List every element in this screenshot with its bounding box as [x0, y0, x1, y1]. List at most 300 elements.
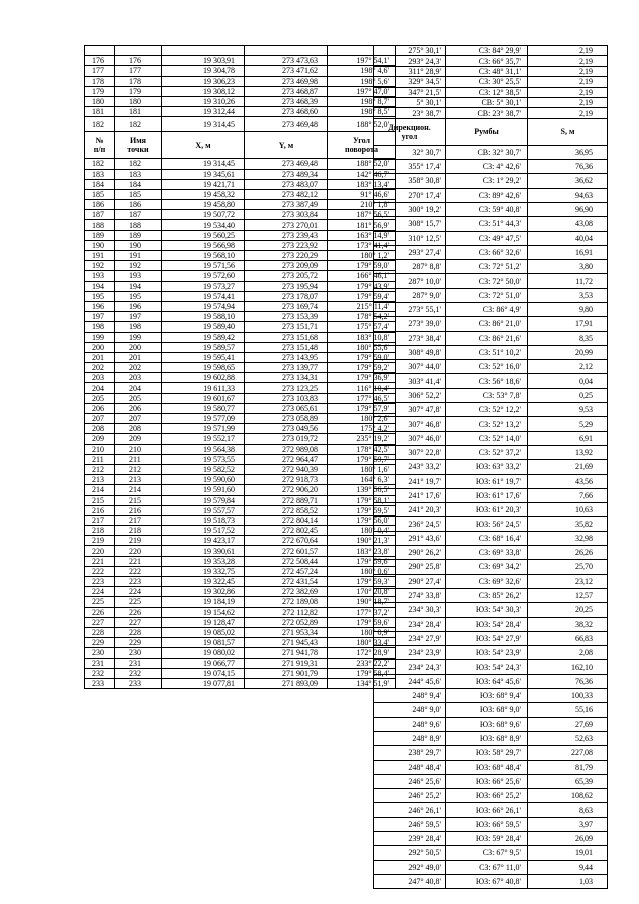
table-row — [374, 717, 608, 731]
table-cell: 210 — [115, 444, 162, 454]
table-cell: 223 — [85, 577, 115, 587]
table-cell: 272 802,45 — [245, 526, 328, 536]
table-cell: 273 209,09 — [245, 261, 328, 271]
table-cell: 273 169,74 — [245, 301, 328, 311]
table-cell: 19 518,73 — [162, 515, 245, 525]
table-row — [85, 66, 396, 76]
table-cell: 201 — [85, 352, 115, 362]
table-cell: 241° 19,7' — [374, 474, 446, 488]
table-cell: 303° 41,4' — [374, 374, 446, 388]
table-cell: СЗ: 52° 12,2' — [446, 403, 528, 417]
table-cell: 241° 17,6' — [374, 488, 446, 502]
table-cell: 19 314,45 — [162, 159, 245, 169]
table-cell: 76,36 — [528, 160, 608, 174]
table-cell: 241° 20,3' — [374, 503, 446, 517]
table-cell: 179 — [115, 86, 162, 96]
table-cell: 198 — [115, 322, 162, 332]
table-row — [374, 66, 608, 76]
table-cell: 273 058,89 — [245, 414, 328, 424]
table-cell: 205 — [85, 393, 115, 403]
table-row — [85, 454, 396, 464]
table-cell: 0,04 — [528, 374, 608, 388]
table-cell: 273 220,29 — [245, 251, 328, 261]
table-cell: 272 964,47 — [245, 454, 328, 464]
table-cell: 52,63 — [528, 731, 608, 745]
table-cell: 183° 13,4' — [328, 179, 396, 189]
table-cell: 306° 52,2' — [374, 388, 446, 402]
table-cell: 290° 26,2' — [374, 546, 446, 560]
table-cell: 199 — [115, 332, 162, 342]
table-cell: 170° 20,8' — [328, 587, 396, 597]
table-cell: 197° 47,0' — [328, 86, 396, 96]
table-cell: 19 066,77 — [162, 658, 245, 668]
table-cell: 239° 28,4' — [374, 831, 446, 845]
table-cell: 5,29 — [528, 417, 608, 431]
table-cell: СЗ: 67° 11,0' — [446, 860, 528, 874]
table-cell: 204 — [85, 383, 115, 393]
table-cell: 272 112,82 — [245, 607, 328, 617]
table-cell: 19 085,02 — [162, 627, 245, 637]
table-cell: 35,82 — [528, 517, 608, 531]
table-cell: СЗ: 49° 47,5' — [446, 231, 528, 245]
table-cell: 19 314,45 — [162, 117, 245, 132]
table-cell: 308° 49,8' — [374, 345, 446, 359]
table-cell: 216 — [85, 505, 115, 515]
table-cell: 191 — [115, 251, 162, 261]
table-cell: 189 — [85, 230, 115, 240]
table-cell: 17,91 — [528, 317, 608, 331]
table-cell: 2,19 — [528, 108, 608, 118]
table-cell: 292° 50,5' — [374, 846, 446, 860]
table-cell: 272 804,14 — [245, 515, 328, 525]
table-cell: 180° 2,6' — [328, 414, 396, 424]
table-cell: 2,19 — [528, 97, 608, 107]
table-cell: 273 205,72 — [245, 271, 328, 281]
table-cell: 184 — [115, 179, 162, 189]
table-cell: 270° 17,4' — [374, 188, 446, 202]
table-cell: 208 — [115, 424, 162, 434]
table-cell: 19,01 — [528, 846, 608, 860]
table-cell: 214 — [85, 485, 115, 495]
table-row — [85, 210, 396, 220]
table-cell: 20,99 — [528, 345, 608, 359]
table-row — [85, 678, 396, 688]
table-row — [374, 803, 608, 817]
table-cell: 185 — [85, 189, 115, 199]
table-cell: 195 — [85, 291, 115, 301]
table-cell: 273 270,01 — [245, 220, 328, 230]
table-row — [374, 488, 608, 502]
table-row — [374, 97, 608, 107]
table-row — [374, 317, 608, 331]
table-cell: 190° 18,7' — [328, 597, 396, 607]
table-cell: 16,91 — [528, 245, 608, 259]
table-cell: 248° 48,4' — [374, 760, 446, 774]
table-cell: 19 568,10 — [162, 251, 245, 261]
table-cell: СЗ: 66° 35,7' — [446, 56, 528, 66]
table-cell: 246° 59,5' — [374, 817, 446, 831]
table-cell: 19 517,52 — [162, 526, 245, 536]
table-row — [374, 703, 608, 717]
table-cell: 19 573,55 — [162, 454, 245, 464]
table-row — [374, 431, 608, 445]
table-cell: 91° 46,6' — [328, 189, 396, 199]
table-cell: 43,08 — [528, 217, 608, 231]
table-cell: 272 670,64 — [245, 536, 328, 546]
table-cell: 19 574,41 — [162, 291, 245, 301]
table-cell: 19 081,57 — [162, 638, 245, 648]
table-cell: 8,63 — [528, 803, 608, 817]
table-cell: 273 468,39 — [245, 96, 328, 106]
table-cell: 180 — [85, 96, 115, 106]
table-cell: 200 — [85, 342, 115, 352]
table-cell: 179° 59,2' — [328, 363, 396, 373]
table-cell: СЗ: 52° 13,2' — [446, 417, 528, 431]
table-cell: 273 019,72 — [245, 434, 328, 444]
table-cell: 287° 9,0' — [374, 288, 446, 302]
table-cell: 0,25 — [528, 388, 608, 402]
table-row — [85, 587, 396, 597]
table-cell: 202 — [115, 363, 162, 373]
column-header-direction: Дирекцион. угол — [374, 118, 446, 145]
table-cell: 234° 23,9' — [374, 646, 446, 660]
table-cell: 19 580,77 — [162, 403, 245, 413]
table-cell: 180° 1,6' — [328, 464, 396, 474]
table-cell: 19 077,81 — [162, 678, 245, 688]
directions-table — [373, 45, 608, 889]
table-cell: 173° 41,4' — [328, 240, 396, 250]
table-cell: 180° 0,4' — [328, 526, 396, 536]
table-cell: ЮЗ: 67° 40,8' — [446, 874, 528, 888]
table-cell: ЮЗ: 68° 9,0' — [446, 703, 528, 717]
table-cell: 187 — [85, 210, 115, 220]
table-cell: 248° 8,9' — [374, 731, 446, 745]
table-cell: 329° 34,5' — [374, 77, 446, 87]
table-row — [85, 658, 396, 668]
table-row — [374, 160, 608, 174]
table-cell: 178 — [115, 76, 162, 86]
table-cell: 182 — [115, 159, 162, 169]
table-row — [85, 383, 396, 393]
table-cell: 2,12 — [528, 360, 608, 374]
table-cell: 26,09 — [528, 831, 608, 845]
table-cell: 179° 36,9' — [328, 373, 396, 383]
points-table — [84, 45, 396, 689]
table-header-row — [85, 132, 396, 159]
table-cell: 273 469,98 — [245, 76, 328, 86]
column-header-num: № п/п — [85, 132, 115, 159]
table-row — [85, 515, 396, 525]
table-cell: СЗ: 4° 42,6' — [446, 160, 528, 174]
table-row — [374, 646, 608, 660]
table-cell: 273 387,49 — [245, 200, 328, 210]
table-cell: 273° 55,1' — [374, 303, 446, 317]
table-row — [374, 231, 608, 245]
table-cell: 234° 30,3' — [374, 603, 446, 617]
table-cell: 183 — [115, 169, 162, 179]
table-cell: 198 — [85, 322, 115, 332]
table-cell: 273° 39,0' — [374, 317, 446, 331]
table-cell: 7,66 — [528, 488, 608, 502]
table-cell: 195 — [115, 291, 162, 301]
table-cell: 227 — [115, 617, 162, 627]
table-cell: 55,16 — [528, 703, 608, 717]
table-cell: 273 303,84 — [245, 210, 328, 220]
table-cell: 218 — [85, 526, 115, 536]
table-cell: 182 — [85, 159, 115, 169]
table-row — [374, 145, 608, 159]
table-cell: 27,69 — [528, 717, 608, 731]
table-row — [374, 746, 608, 760]
table-row — [374, 288, 608, 302]
table-cell: 273 151,48 — [245, 342, 328, 352]
table-cell: 293° 24,3' — [374, 56, 446, 66]
column-header-angle: Угол поворота — [328, 132, 396, 159]
table-cell: 273 065,61 — [245, 403, 328, 413]
table-cell: 308° 15,7' — [374, 217, 446, 231]
table-cell: 19 598,65 — [162, 363, 245, 373]
table-cell: 196 — [115, 301, 162, 311]
table-cell: 226 — [85, 607, 115, 617]
table-cell: 210 — [85, 444, 115, 454]
table-cell: 204 — [115, 383, 162, 393]
table-cell: 36,95 — [528, 145, 608, 159]
table-cell: 19 390,61 — [162, 546, 245, 556]
table-row — [85, 536, 396, 546]
table-cell: ЮЗ: 66° 25,6' — [446, 774, 528, 788]
table-cell: 2,19 — [528, 66, 608, 76]
table-header-row — [374, 118, 608, 145]
table-cell: 2,19 — [528, 56, 608, 66]
table-cell: СЗ: 53° 7,8' — [446, 388, 528, 402]
table-cell: 76,36 — [528, 674, 608, 688]
table-cell: 248° 9,6' — [374, 717, 446, 731]
table-cell: 200 — [115, 342, 162, 352]
table-cell: 178° 54,2' — [328, 312, 396, 322]
table-cell: 100,33 — [528, 689, 608, 703]
table-cell: 181° 56,9' — [328, 220, 396, 230]
table-cell: СЗ: 69° 33,8' — [446, 546, 528, 560]
table-cell: 225 — [85, 597, 115, 607]
table-cell: 227,08 — [528, 746, 608, 760]
table-cell: 273 471,62 — [245, 66, 328, 76]
table-row — [85, 169, 396, 179]
table-cell: 179° 59,4' — [328, 291, 396, 301]
table-cell: 19 184,19 — [162, 597, 245, 607]
table-cell: 96,90 — [528, 202, 608, 216]
table-row — [374, 874, 608, 888]
table-cell: 228 — [115, 627, 162, 637]
table-row — [85, 638, 396, 648]
table-cell: 248° 9,0' — [374, 703, 446, 717]
table-cell: СЗ: 51° 44,3' — [446, 217, 528, 231]
table-row — [85, 403, 396, 413]
table-cell: 273 123,25 — [245, 383, 328, 393]
table-cell: 181 — [85, 107, 115, 117]
table-cell: 187 — [115, 210, 162, 220]
table-cell: 176 — [85, 56, 115, 66]
table-cell: 273 139,77 — [245, 363, 328, 373]
table-cell: 188 — [85, 220, 115, 230]
table-cell: ЮЗ: 66° 25,2' — [446, 789, 528, 803]
table-cell: СЗ: 69° 34,2' — [446, 560, 528, 574]
table-cell: 209 — [85, 434, 115, 444]
table-cell: 19 571,99 — [162, 424, 245, 434]
table-row — [374, 774, 608, 788]
table-cell: СЗ: 89° 42,6' — [446, 188, 528, 202]
table-cell: СЗ: 68° 16,4' — [446, 531, 528, 545]
table-cell: 231 — [115, 658, 162, 668]
table-cell: 221 — [115, 556, 162, 566]
column-header-x: X, м — [162, 132, 245, 159]
table-cell: СЗ: 84° 29,9' — [446, 46, 528, 56]
table-cell: 19 080,02 — [162, 648, 245, 658]
table-cell: 226 — [115, 607, 162, 617]
table-cell: СЗ: 85° 26,2' — [446, 588, 528, 602]
table-row — [85, 240, 396, 250]
table-cell: 43,56 — [528, 474, 608, 488]
table-cell: 273 103,83 — [245, 393, 328, 403]
table-row — [85, 373, 396, 383]
table-row — [374, 660, 608, 674]
table-cell: 23° 38,7' — [374, 108, 446, 118]
table-cell: 134° 51,9' — [328, 678, 396, 688]
table-cell: 163° 14,9' — [328, 230, 396, 240]
table-cell: 207 — [115, 414, 162, 424]
table-cell: 291° 43,6' — [374, 531, 446, 545]
table-row — [374, 503, 608, 517]
table-cell: 273 469,48 — [245, 117, 328, 132]
table-cell: 23,12 — [528, 574, 608, 588]
table-cell: ЮЗ: 68° 9,6' — [446, 717, 528, 731]
table-cell: 19 602,88 — [162, 373, 245, 383]
table-cell: 199 — [85, 332, 115, 342]
table-cell: СЗ: 48° 31,1' — [446, 66, 528, 76]
table-cell: 19 611,33 — [162, 383, 245, 393]
table-cell: 225 — [115, 597, 162, 607]
table-cell: ЮЗ: 54° 23,9' — [446, 646, 528, 660]
table-cell: 81,79 — [528, 760, 608, 774]
table-cell: 19 573,27 — [162, 281, 245, 291]
table-cell: 139° 56,5' — [328, 485, 396, 495]
table-row — [374, 174, 608, 188]
table-row — [374, 689, 608, 703]
table-cell: 182 — [85, 117, 115, 132]
table-cell: 272 940,39 — [245, 464, 328, 474]
table-cell: ЮЗ: 66° 59,5' — [446, 817, 528, 831]
table-cell: 19 322,45 — [162, 577, 245, 587]
table-cell: 193 — [115, 271, 162, 281]
table-cell: 271 941,78 — [245, 648, 328, 658]
table-cell: 194 — [85, 281, 115, 291]
table-cell: 179° 59,6' — [328, 556, 396, 566]
table-cell: 179° 57,9' — [328, 403, 396, 413]
table-row — [85, 117, 396, 132]
table-cell: 246° 25,6' — [374, 774, 446, 788]
table-cell: ЮЗ: 56° 24,5' — [446, 517, 528, 531]
table-cell: 183° 10,8' — [328, 332, 396, 342]
table-cell: 182 — [115, 117, 162, 132]
table-cell: 210° 1,8' — [328, 200, 396, 210]
table-cell: 205 — [115, 393, 162, 403]
table-cell: 20,25 — [528, 603, 608, 617]
table-cell: 188° 52,0' — [328, 117, 396, 132]
table-cell: 19 534,40 — [162, 220, 245, 230]
table-cell: 234° 24,3' — [374, 660, 446, 674]
table-cell: 222 — [85, 566, 115, 576]
table-cell: 272 508,44 — [245, 556, 328, 566]
table-cell: 273 223,92 — [245, 240, 328, 250]
table-cell: 19 566,98 — [162, 240, 245, 250]
table-row — [374, 217, 608, 231]
table-row — [85, 668, 396, 678]
table-cell: СЗ: 86° 4,9' — [446, 303, 528, 317]
table-cell: 273 468,60 — [245, 107, 328, 117]
table-row — [374, 56, 608, 66]
table-cell: 19 590,60 — [162, 475, 245, 485]
table-row — [374, 631, 608, 645]
table-cell: 3,97 — [528, 817, 608, 831]
table-cell: 183° 23,8' — [328, 546, 396, 556]
table-cell: 25,70 — [528, 560, 608, 574]
table-cell: 177 — [115, 66, 162, 76]
table-row — [85, 434, 396, 444]
table-cell: 177° 46,5' — [328, 393, 396, 403]
table-cell: ЮЗ: 61° 20,3' — [446, 503, 528, 517]
table-cell: 307° 46,8' — [374, 417, 446, 431]
table-row — [374, 417, 608, 431]
table-cell: 172° 28,9' — [328, 648, 396, 658]
table-row — [85, 352, 396, 362]
table-cell: 223 — [115, 577, 162, 587]
table-cell: 181 — [115, 107, 162, 117]
table-row — [85, 485, 396, 495]
table-cell: 273 178,07 — [245, 291, 328, 301]
table-cell: 179° 59,0' — [328, 261, 396, 271]
table-cell: 183 — [85, 169, 115, 179]
table-cell: 214 — [115, 485, 162, 495]
table-cell: 211 — [115, 454, 162, 464]
table-cell: 233 — [85, 678, 115, 688]
table-cell: 194 — [115, 281, 162, 291]
table-cell: 243° 33,2' — [374, 460, 446, 474]
table-cell: 19 552,17 — [162, 434, 245, 444]
table-cell: СЗ: 72° 51,2' — [446, 260, 528, 274]
table-row — [374, 546, 608, 560]
table-cell: 215 — [115, 495, 162, 505]
table-cell — [85, 46, 115, 56]
table-cell: ЮЗ: 63° 33,2' — [446, 460, 528, 474]
table-row — [85, 607, 396, 617]
table-cell: СЗ: 56° 18,6' — [446, 374, 528, 388]
table-cell: 180° 0,9' — [328, 627, 396, 637]
table-cell: 273 195,94 — [245, 281, 328, 291]
table-cell: 355° 17,4' — [374, 160, 446, 174]
table-cell: 19 507,72 — [162, 210, 245, 220]
table-cell: 179° 58,1' — [328, 495, 396, 505]
table-cell: 179° 58,4' — [328, 668, 396, 678]
table-row — [85, 566, 396, 576]
table-cell: 358° 30,8' — [374, 174, 446, 188]
table-cell: 6,91 — [528, 431, 608, 445]
table-cell: 2,08 — [528, 646, 608, 660]
table-cell: 290° 27,4' — [374, 574, 446, 588]
table-cell: 224 — [85, 587, 115, 597]
table-cell: 9,53 — [528, 403, 608, 417]
table-cell: 300° 19,2' — [374, 202, 446, 216]
table-cell: СЗ: 59° 40,8' — [446, 202, 528, 216]
table-row — [85, 332, 396, 342]
